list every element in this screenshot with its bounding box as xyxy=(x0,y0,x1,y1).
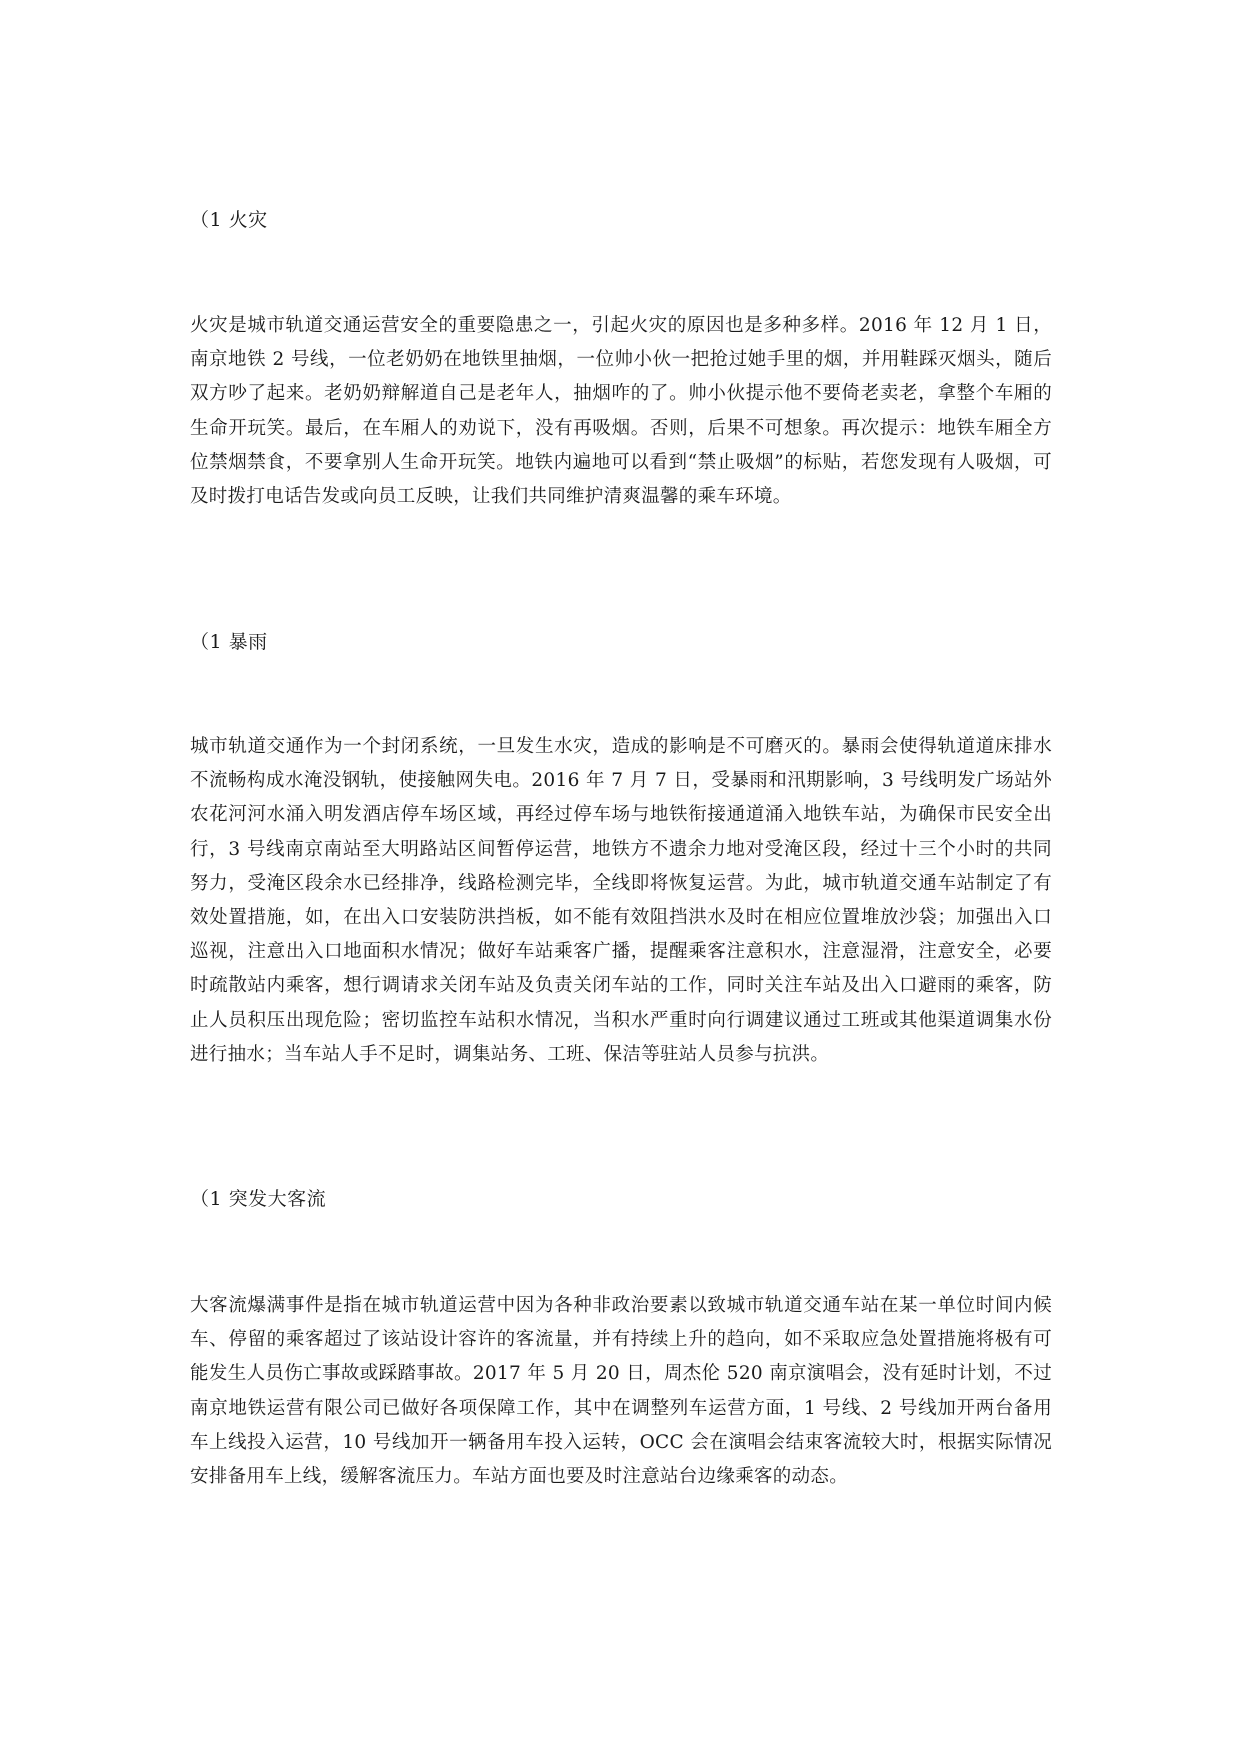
paragraph-text: 火灾是城市轨道交通运营安全的重要隐患之一，引起火灾的原因也是多种多样。2016 年 12 月 1 日，南京地铁 2 号线，一位老奶奶在地铁里抽烟，一位帅小伙一把抢过她手里的烟，并用鞋踩灭烟头，随后双方吵了起来。老奶奶辩解道自己是老年人，抽烟咋的了。帅小伙提示他不要倚老卖老，拿整个车厢的生命开玩笑。最后，在车厢人的劝说下，没有再吸烟。否则，后果不可想象。再次提示：地铁车厢全方位禁烟禁食，不要拿别人生命开玩笑。地铁内遍地可以看到“禁止吸烟”的标贴，若您发现有人吸烟，可及时拨打电话告发或向员工反映，让我们共同维护清爽温馨的乘车环境。 xyxy=(190,315,1052,508)
paragraph-text: 大客流爆满事件是指在城市轨道运营中因为各种非政治要素以致城市轨道交通车站在某一单位时间内候车、停留的乘客超过了该站设计容许的客流量，并有持续上升的趋向，如不采取应急处置措施将极有可能发生人员伤亡事故或踩踏事故。2017 年 5 月 20 日，周杰伦 520 南京演唱会，没有延时计划，不过南京地铁运营有限公司已做好各项保障工作，其中在调整列车运营方面，1 号线、2 号线加开两台备用车上线投入运营，10 号线加开一辆备用车投入运转，OCC 会在演唱会结束客流较大时，根据实际情况安排备用车上线，缓解客流压力。车站方面也要及时注意站台边缘乘客的动态。 xyxy=(190,1295,1052,1488)
section-heading-fire xyxy=(190,206,1052,234)
section-paragraph-fire xyxy=(190,309,1052,514)
heading-text: （1 突发大客流 xyxy=(190,1188,327,1210)
section-paragraph-passenger-flow xyxy=(190,1289,1052,1494)
heading-text: （1 暴雨 xyxy=(190,631,268,653)
paragraph-text: 城市轨道交通作为一个封闭系统，一旦发生水灾，造成的影响是不可磨灭的。暴雨会使得轨道道床排水不流畅构成水淹没钢轨，使接触网失电。2016 年 7 月 7 日，受暴雨和汛期影响，3 号线明发广场站外农花河河水涌入明发酒店停车场区域，再经过停车场与地铁衔接通道涌入地铁车站，为确保市民安全出行，3 号线南京南站至大明路站区间暂停运营，地铁方不遗余力地对受淹区段，经过十三个小时的共同努力，受淹区段余水已经排净，线路检测完毕，全线即将恢复运营。为此，城市轨道交通车站制定了有效处置措施，如，在出入口安装防洪挡板，如不能有效阻挡洪水及时在相应位置堆放沙袋；加强出入口巡视，注意出入口地面积水情况；做好车站乘客广播，提醒乘客注意积水，注意湿滑，注意安全，必要时疏散站内乘客，想行调请求关闭车站及负责关闭车站的工作，同时关注车站及出入口避雨的乘客，防止人员积压出现危险；密切监控车站积水情况，当积水严重时向行调建议通过工班或其他渠道调集水份进行抽水；当车站人手不足时，调集站务、工班、保洁等驻站人员参与抗洪。 xyxy=(190,736,1052,1065)
section-heading-passenger-flow xyxy=(190,1185,1052,1213)
heading-text: （1 火灾 xyxy=(190,209,268,231)
section-heading-rainstorm xyxy=(190,628,1052,656)
section-paragraph-rainstorm xyxy=(190,730,1052,1072)
